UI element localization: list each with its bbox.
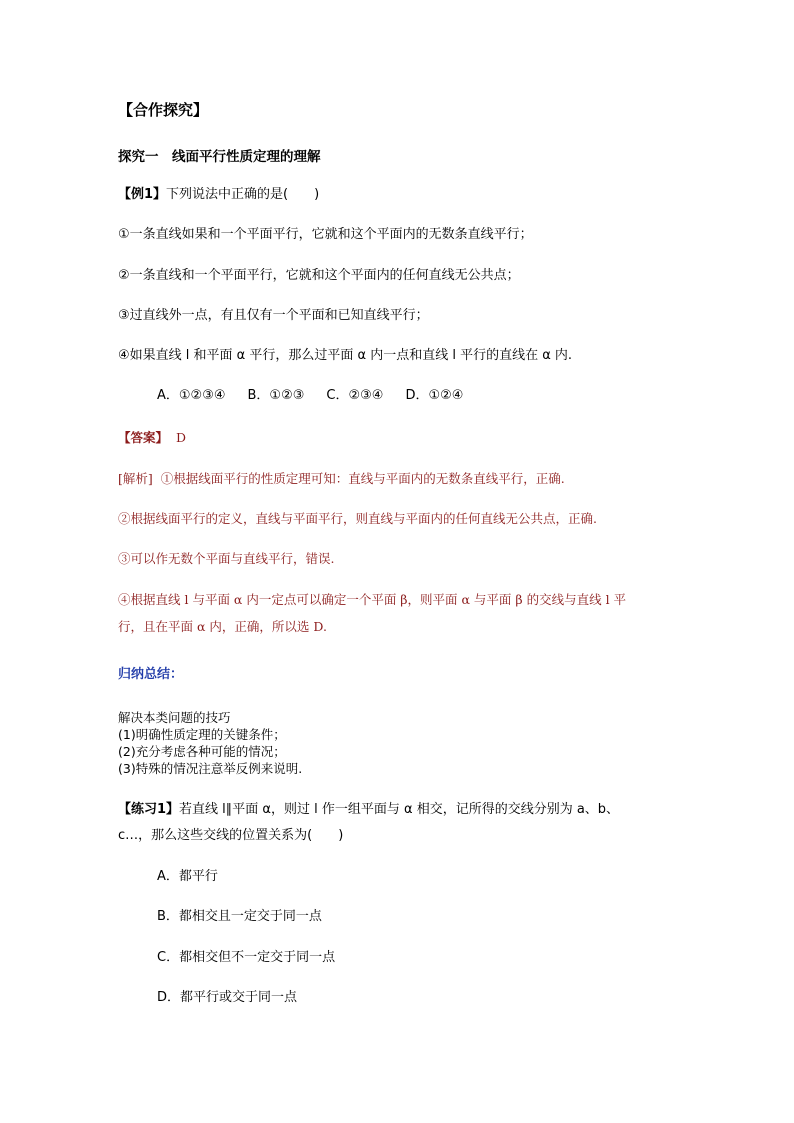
analysis-tag: [解析] — [118, 471, 153, 486]
analysis-line-1 — [118, 470, 565, 488]
analysis-text-1: ①根据线面平行的性质定理可知：直线与平面内的无数条直线平行，正确. — [160, 471, 565, 486]
practice1-text-1: 若直线 l∥平面 α，则过 l 作一组平面与 α 相交，记所得的交线分别为 a、b、 — [179, 802, 620, 817]
summary-line-4: (3)特殊的情况注意举反例来说明. — [118, 761, 303, 776]
analysis-line-4: ④根据直线 l 与平面 α 内一定点可以确定一个平面 β，则平面 α 与平面 β 的交线与直线 l 平 — [118, 592, 627, 607]
example1-question — [118, 186, 319, 204]
practice1-question-line-2: c…，那么这些交线的位置关系为( ) — [118, 828, 344, 843]
statement-4: ④如果直线 l 和平面 α 平行，那么过平面 α 内一点和直线 l 平行的直线在 α 内. — [118, 348, 573, 363]
practice1-option-a: A．都平行 — [157, 869, 218, 884]
option-a: A．①②③④ — [157, 388, 226, 403]
statement-2: ②一条直线和一个平面平行，它就和这个平面内的任何直线无公共点； — [118, 268, 520, 283]
summary-line-3: (2)充分考虑各种可能的情况； — [118, 744, 286, 759]
option-b: B．①②③ — [247, 388, 305, 403]
statement-1: ①一条直线如果和一个平面平行，它就和这个平面内的无数条直线平行； — [118, 227, 533, 242]
statement-3: ③过直线外一点，有且仅有一个平面和已知直线平行； — [118, 308, 429, 323]
answer-line — [118, 429, 186, 447]
example1-text: 下列说法中正确的是( ) — [166, 187, 320, 202]
example1-tag: 【例1】 — [118, 187, 167, 202]
analysis-line-2: ②根据线面平行的定义，直线与平面平行，则直线与平面内的任何直线无公共点，正确. — [118, 511, 597, 526]
summary-line-2: (1)明确性质定理的关键条件； — [118, 727, 286, 742]
practice1-option-c: C．都相交但不一定交于同一点 — [157, 950, 336, 965]
practice1-option-d: D．都平行或交于同一点 — [157, 990, 298, 1005]
analysis-line-5: 行，且在平面 α 内，正确，所以选 D. — [118, 619, 327, 634]
practice1-question-line-1 — [118, 801, 619, 819]
example1-options — [157, 387, 485, 405]
section1-title: 探究一 线面平行性质定理的理解 — [118, 149, 321, 165]
answer-value: D — [175, 430, 186, 445]
option-c: C．②③④ — [326, 388, 384, 403]
summary-title: 归纳总结： — [118, 667, 184, 682]
practice1-tag: 【练习1】 — [118, 802, 180, 817]
section-heading: 【合作探究】 — [118, 101, 209, 119]
answer-tag: 【答案】 — [118, 430, 169, 445]
analysis-line-3: ③可以作无数个平面与直线平行，错误. — [118, 551, 335, 566]
option-d: D．①②④ — [405, 388, 464, 403]
practice1-option-b: B．都相交且一定交于同一点 — [157, 909, 322, 924]
summary-line-1: 解决本类问题的技巧 — [118, 710, 231, 725]
